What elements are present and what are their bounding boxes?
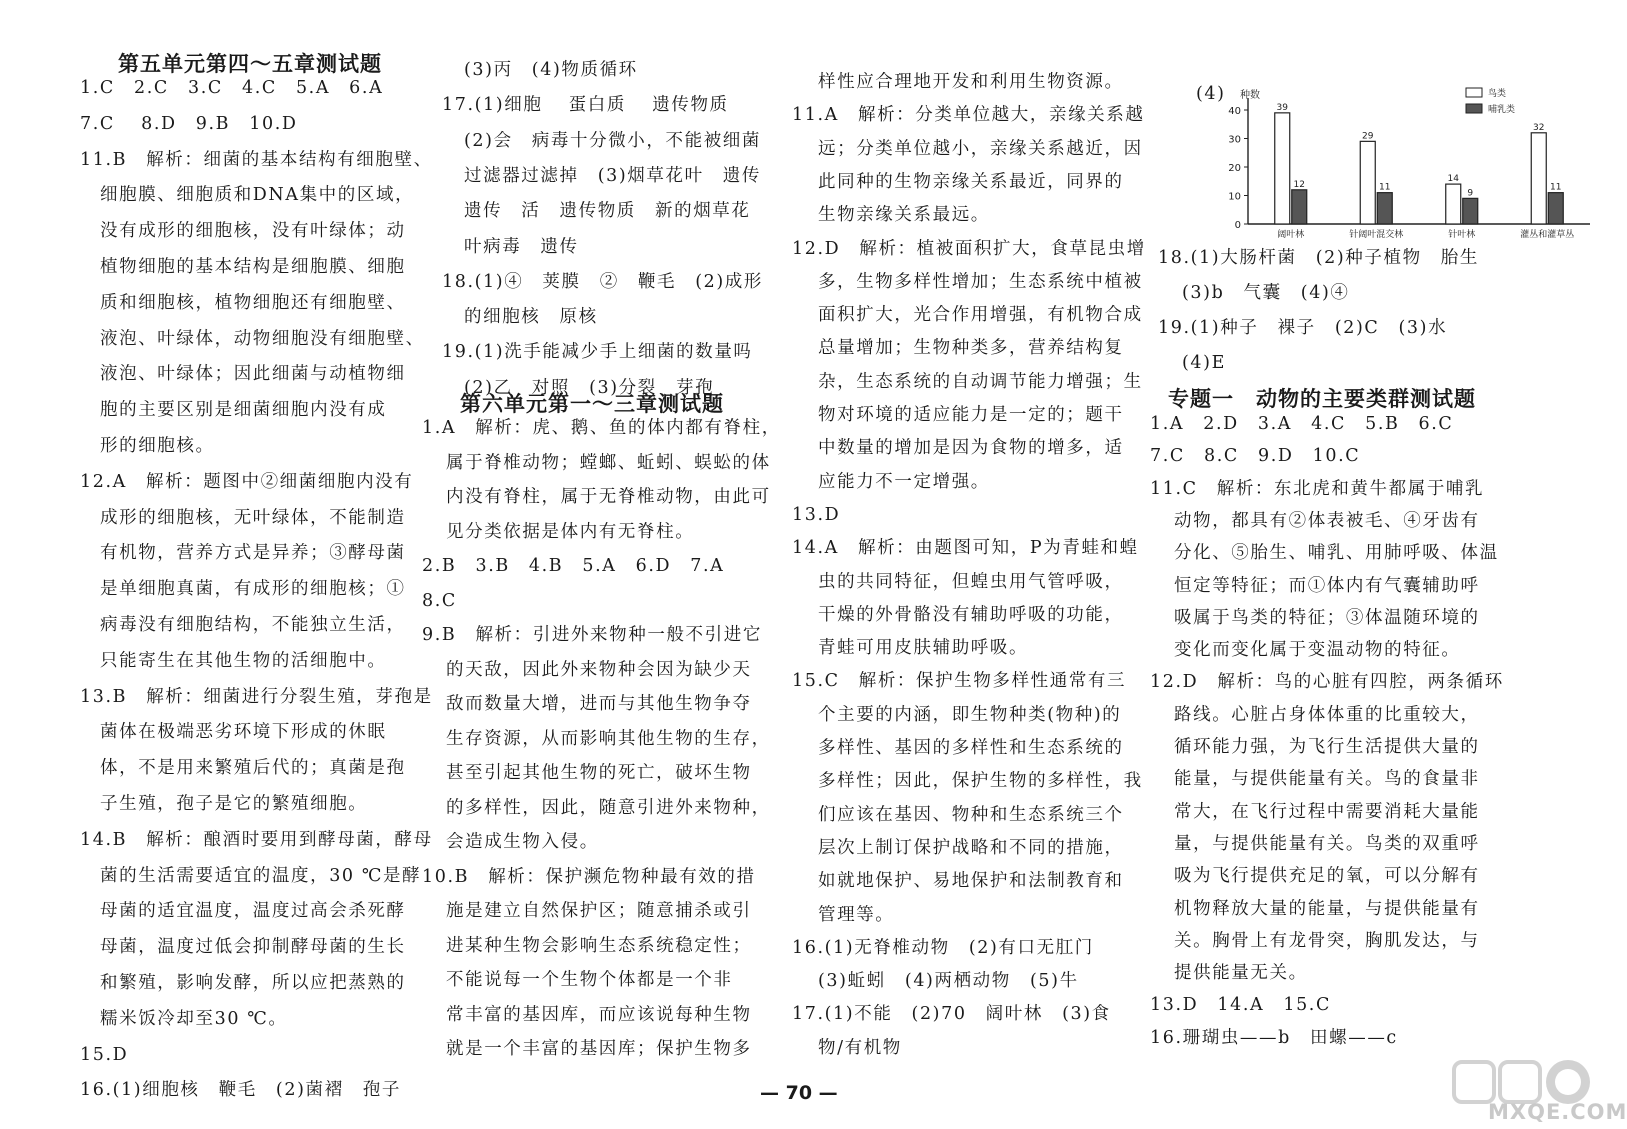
- answer-line: 7.C 8.C 9.D 10.C: [1150, 446, 1361, 467]
- answer-line: 18.(1)大肠杆菌 (2)种子植物 胎生: [1158, 248, 1480, 268]
- answer-line: 机物释放大量的能量，与提供能量有: [1174, 898, 1480, 919]
- answer-line: 病毒没有细胞结构，不能独立生活，: [100, 615, 406, 635]
- answer-line: 子生殖，孢子是它的繁殖细胞。: [100, 794, 368, 814]
- answer-line: 1.A 解析：虎、鹅、鱼的体内都有脊柱，: [422, 418, 781, 438]
- answer-line: 干燥的外骨骼没有辅助呼吸的功能，: [818, 604, 1124, 625]
- bar-value-label: 11: [1379, 182, 1391, 193]
- answer-line: 个主要的内涵，即生物种类(物种)的: [818, 704, 1122, 725]
- answer-line: 多样性；因此，保护生物的多样性，我: [818, 771, 1143, 792]
- answer-line: 成形的细胞核，无叶绿体，不能制造: [100, 507, 406, 528]
- answer-line: 量，与提供能量有关。鸟类的双重呼: [1174, 833, 1480, 854]
- answer-line: 样性应合理地开发和利用生物资源。: [818, 72, 1124, 92]
- y-tick-label: 20: [1228, 163, 1241, 174]
- answer-line: 能量，与提供能量有关。鸟的食量非: [1174, 769, 1480, 790]
- answer-line: 17.(1)不能 (2)70 阔叶林 (3)食: [792, 1004, 1111, 1025]
- answer-line: 17.(1)细胞 蛋白质 遗传物质: [442, 95, 729, 116]
- answer-line: (3)丙 (4)物质循环: [464, 60, 638, 80]
- bar-value-label: 12: [1293, 179, 1305, 190]
- answer-line: 管理等。: [818, 904, 895, 925]
- answer-line: 面积扩大，光合作用增强，有机物合成: [818, 305, 1143, 326]
- bar-value-label: 32: [1533, 122, 1545, 133]
- answer-line: 14.B 解析：酿酒时要用到酵母菌，酵母: [80, 829, 433, 850]
- answer-line: 13.B 解析：细菌进行分裂生殖，芽孢是: [80, 686, 433, 707]
- bar: [1360, 141, 1375, 224]
- answer-line: 叶病毒 遗传: [464, 236, 579, 257]
- answer-line: (3)b 气囊 (4)④: [1182, 283, 1350, 303]
- answer-line: 19.(1)种子 裸子 (2)C (3)水: [1158, 318, 1448, 338]
- answer-line: 是单细胞真菌，有成形的细胞核；①: [100, 579, 406, 600]
- answer-line: 物/有机物: [818, 1037, 902, 1058]
- answer-line: 没有成形的细胞核，没有叶绿体；动: [100, 221, 406, 242]
- answer-line: 只能寄生在其他生物的活细胞中。: [100, 650, 387, 671]
- answer-line: 物对环境的适应能力是一定的；题干: [818, 405, 1124, 425]
- x-tick-label: 针阔叶混交林: [1349, 230, 1404, 240]
- answer-line: 此同种的生物亲缘关系最近，同界的: [818, 171, 1124, 192]
- answer-line: 15.C 解析：保护生物多样性通常有三: [792, 671, 1127, 692]
- answer-line: 11.C 解析：东北虎和黄牛都属于哺乳: [1150, 478, 1485, 499]
- answer-line: 见分类依据是体内有无脊柱。: [446, 521, 695, 542]
- y-tick-label: 0: [1234, 220, 1241, 231]
- answer-line: 们应该在基因、物种和生态系统三个: [818, 804, 1124, 825]
- answer-line: 9.B 解析：引进外来物种一般不引进它: [422, 625, 762, 645]
- answer-line: 总量增加；生物种类多，营养结构复: [818, 338, 1124, 359]
- answer-line: 分化、⑤胎生、哺乳、用肺呼吸、体温: [1174, 543, 1499, 564]
- bar: [1446, 184, 1461, 224]
- answer-line: 吸为飞行提供充足的氧，可以分解有: [1174, 866, 1480, 887]
- answer-line: 虫的共同特征，但蝗虫用气管呼吸，: [818, 571, 1124, 592]
- answer-line: 施是建立自然保护区；随意捕杀或引: [446, 901, 752, 921]
- answer-line: 生存资源，从而影响其他生物的生存，: [446, 728, 771, 749]
- chart-prefix: (4): [1196, 84, 1226, 104]
- y-tick-label: 10: [1228, 191, 1241, 203]
- answer-line: 循环能力强，为飞行生活提供大量的: [1174, 737, 1480, 757]
- answer-line: 细胞膜、细胞质和DNA集中的区域，: [100, 185, 415, 206]
- answer-line: 胞的主要区别是细菌细胞内没有成: [100, 400, 387, 421]
- bar-chart: [1200, 82, 1600, 247]
- answer-line: (2)会 病毒十分微小，不能被细菌: [464, 130, 761, 151]
- y-tick-label: 40: [1228, 106, 1241, 117]
- answer-line: 12.D 解析：植被面积扩大，食草昆虫增: [792, 238, 1146, 259]
- answer-line: 菌体在极端恶劣环境下形成的休眠: [100, 722, 387, 743]
- answer-line: 常丰富的基因库，而应该说每种生物: [446, 1004, 752, 1025]
- legend-swatch: [1466, 88, 1482, 97]
- answer-line: 会造成生物入侵。: [446, 832, 599, 852]
- answer-line: 有机物，营养方式是异养；③酵母菌: [100, 543, 406, 564]
- answer-line: 菌的生活需要适宜的温度，30 ℃是酵: [100, 865, 422, 886]
- bar: [1531, 133, 1546, 224]
- answer-line: 多样性、基因的多样性和生态系统的: [818, 738, 1124, 758]
- answer-line: 13.D: [792, 504, 841, 525]
- answer-line: 吸属于鸟类的特征；③体温随环境的: [1174, 607, 1480, 628]
- answer-line: 体，不是用来繁殖后代的；真菌是孢: [100, 758, 406, 779]
- y-tick-label: 30: [1228, 134, 1241, 146]
- bar-value-label: 11: [1550, 182, 1562, 193]
- answer-line: (2)乙 对照 (3)分裂 芽孢: [464, 377, 715, 398]
- answer-line: 11.A 解析：分类单位越大，亲缘关系越: [792, 105, 1145, 126]
- answer-line: 内没有脊柱，属于无脊椎动物，由此可: [446, 487, 771, 507]
- section-heading: 第六单元第一～三章测试题: [460, 392, 724, 416]
- answer-line: 恒定等特征；而①体内有气囊辅助呼: [1174, 575, 1480, 596]
- answer-line: 路线。心脏占身体体重的比重较大，: [1174, 704, 1480, 725]
- answer-line: 动物，都具有②体表被毛、④牙齿有: [1174, 510, 1480, 531]
- legend-label: 哺乳类: [1488, 105, 1516, 115]
- answer-line: 液泡、叶绿体，动物细胞没有细胞壁、: [100, 328, 425, 349]
- bar: [1463, 198, 1478, 224]
- answer-line: 如就地保护、易地保护和法制教育和: [818, 871, 1124, 892]
- answer-line: 15.D: [80, 1044, 129, 1065]
- bar: [1275, 113, 1290, 224]
- legend-swatch: [1466, 104, 1482, 113]
- bar: [1548, 193, 1563, 224]
- answer-line: 10.B 解析：保护濒危物种最有效的措: [422, 866, 756, 887]
- answer-line: 液泡、叶绿体；因此细菌与动植物细: [100, 364, 406, 385]
- answer-line: 糯米饭冷却至30 ℃。: [100, 1008, 288, 1029]
- answer-line: 常大，在飞行过程中需要消耗大量能: [1174, 801, 1480, 822]
- answer-line: (4)E: [1182, 353, 1226, 373]
- answer-line: 杂，生态系统的自动调节能力增强；生: [818, 371, 1143, 392]
- answer-line: 13.D 14.A 15.C: [1150, 995, 1331, 1016]
- answer-line: 植物细胞的基本结构是细胞膜、细胞: [100, 257, 406, 277]
- answer-line: 的细胞核 原核: [464, 307, 598, 328]
- watermark-text: MXQE.COM: [1488, 1100, 1627, 1124]
- bar-value-label: 9: [1467, 188, 1474, 199]
- answer-line: 应能力不一定增强。: [818, 471, 990, 492]
- answer-line: 青蛙可用皮肤辅助呼吸。: [818, 638, 1029, 659]
- answer-line: 18.(1)④ 荚膜 ② 鞭毛 (2)成形: [442, 271, 764, 292]
- answer-line: 14.A 解析：由题图可知，P为青蛙和蝗: [792, 538, 1139, 559]
- answer-line: (3)蚯蚓 (4)两栖动物 (5)牛: [818, 971, 1079, 992]
- answer-line: 甚至引起其他生物的死亡，破坏生物: [446, 763, 752, 783]
- answer-line: 母菌的适宜温度，温度过高会杀死酵: [100, 901, 406, 922]
- answer-line: 中数量的增加是因为食物的增多，适: [818, 438, 1124, 459]
- answer-line: 不能说每一个生物个体都是一个非: [446, 970, 733, 990]
- answer-line: 进某种生物会影响生态系统稳定性；: [446, 935, 752, 956]
- answer-line: 11.B 解析：细菌的基本结构有细胞壁、: [80, 149, 433, 170]
- bar-chart-svg: [1200, 82, 1600, 247]
- answer-line: 提供能量无关。: [1174, 963, 1308, 984]
- legend-label: 鸟类: [1488, 89, 1507, 99]
- answer-line: 16.(1)无脊椎动物 (2)有口无肛门: [792, 937, 1094, 958]
- answer-line: 和繁殖，影响发酵，所以应把蒸熟的: [100, 973, 406, 993]
- answer-line: 的天敌，因此外来物种会因为缺少天: [446, 659, 752, 680]
- answer-line: 19.(1)洗手能减少手上细菌的数量吗: [442, 342, 753, 363]
- answer-line: 形的细胞核。: [100, 436, 215, 456]
- answer-line: 7.C 8.D 9.B 10.D: [80, 113, 298, 134]
- answer-line: 16.(1)细胞核 鞭毛 (2)菌褶 孢子: [80, 1080, 402, 1101]
- x-tick-label: 阔叶林: [1277, 230, 1305, 240]
- section-heading: 专题一 动物的主要类群测试题: [1168, 387, 1476, 411]
- x-tick-label: 灌丛和灌草丛: [1520, 230, 1575, 240]
- bar: [1377, 193, 1392, 224]
- answer-line: 关。胸骨上有龙骨突，胸肌发达，与: [1174, 930, 1480, 951]
- answer-line: 多，生物多样性增加；生态系统中植被: [818, 271, 1143, 292]
- answer-line: 过滤器过滤掉 (3)烟草花叶 遗传: [464, 165, 761, 186]
- answer-line: 12.A 解析：题图中②细菌细胞内没有: [80, 471, 414, 492]
- answer-line: 1.A 2.D 3.A 4.C 5.B 6.C: [1150, 414, 1454, 434]
- y-axis-label: 种数: [1240, 90, 1260, 101]
- answer-line: 8.C: [422, 590, 457, 611]
- answer-line: 敌而数量大增，进而与其他生物争夺: [446, 694, 752, 714]
- bar: [1292, 190, 1307, 224]
- section-heading: 第五单元第四～五章测试题: [118, 52, 382, 76]
- bar-value-label: 14: [1447, 174, 1459, 185]
- answer-line: 生物亲缘关系最远。: [818, 205, 990, 226]
- answer-line: 1.C 2.C 3.C 4.C 5.A 6.A: [80, 78, 384, 98]
- answer-line: 质和细胞核，植物细胞还有细胞壁、: [100, 292, 406, 313]
- page-number: — 70 —: [760, 1082, 838, 1104]
- x-tick-label: 针叶林: [1448, 230, 1476, 240]
- answer-line: 远；分类单位越小，亲缘关系越近，因: [818, 138, 1143, 159]
- answer-line: 遗传 活 遗传物质 新的烟草花: [464, 201, 751, 222]
- answer-line: 12.D 解析：鸟的心脏有四腔，两条循环: [1150, 672, 1504, 693]
- bar-value-label: 39: [1276, 102, 1288, 113]
- answer-line: 的多样性，因此，随意引进外来物种，: [446, 797, 771, 818]
- answer-line: 母菌，温度过低会抑制酵母菌的生长: [100, 937, 406, 958]
- answer-line: 16.珊瑚虫——b 田螺——c: [1150, 1027, 1398, 1048]
- answer-line: 属于脊椎动物；螳螂、蚯蚓、蜈蚣的体: [446, 452, 771, 473]
- answer-line: 变化而变化属于变温动物的特征。: [1174, 640, 1461, 661]
- answer-line: 就是一个丰富的基因库；保护生物多: [446, 1039, 752, 1059]
- answer-line: 2.B 3.B 4.B 5.A 6.D 7.A: [422, 556, 725, 576]
- answer-line: 层次上制订保护战略和不同的措施，: [818, 837, 1124, 858]
- bar-value-label: 29: [1362, 131, 1374, 142]
